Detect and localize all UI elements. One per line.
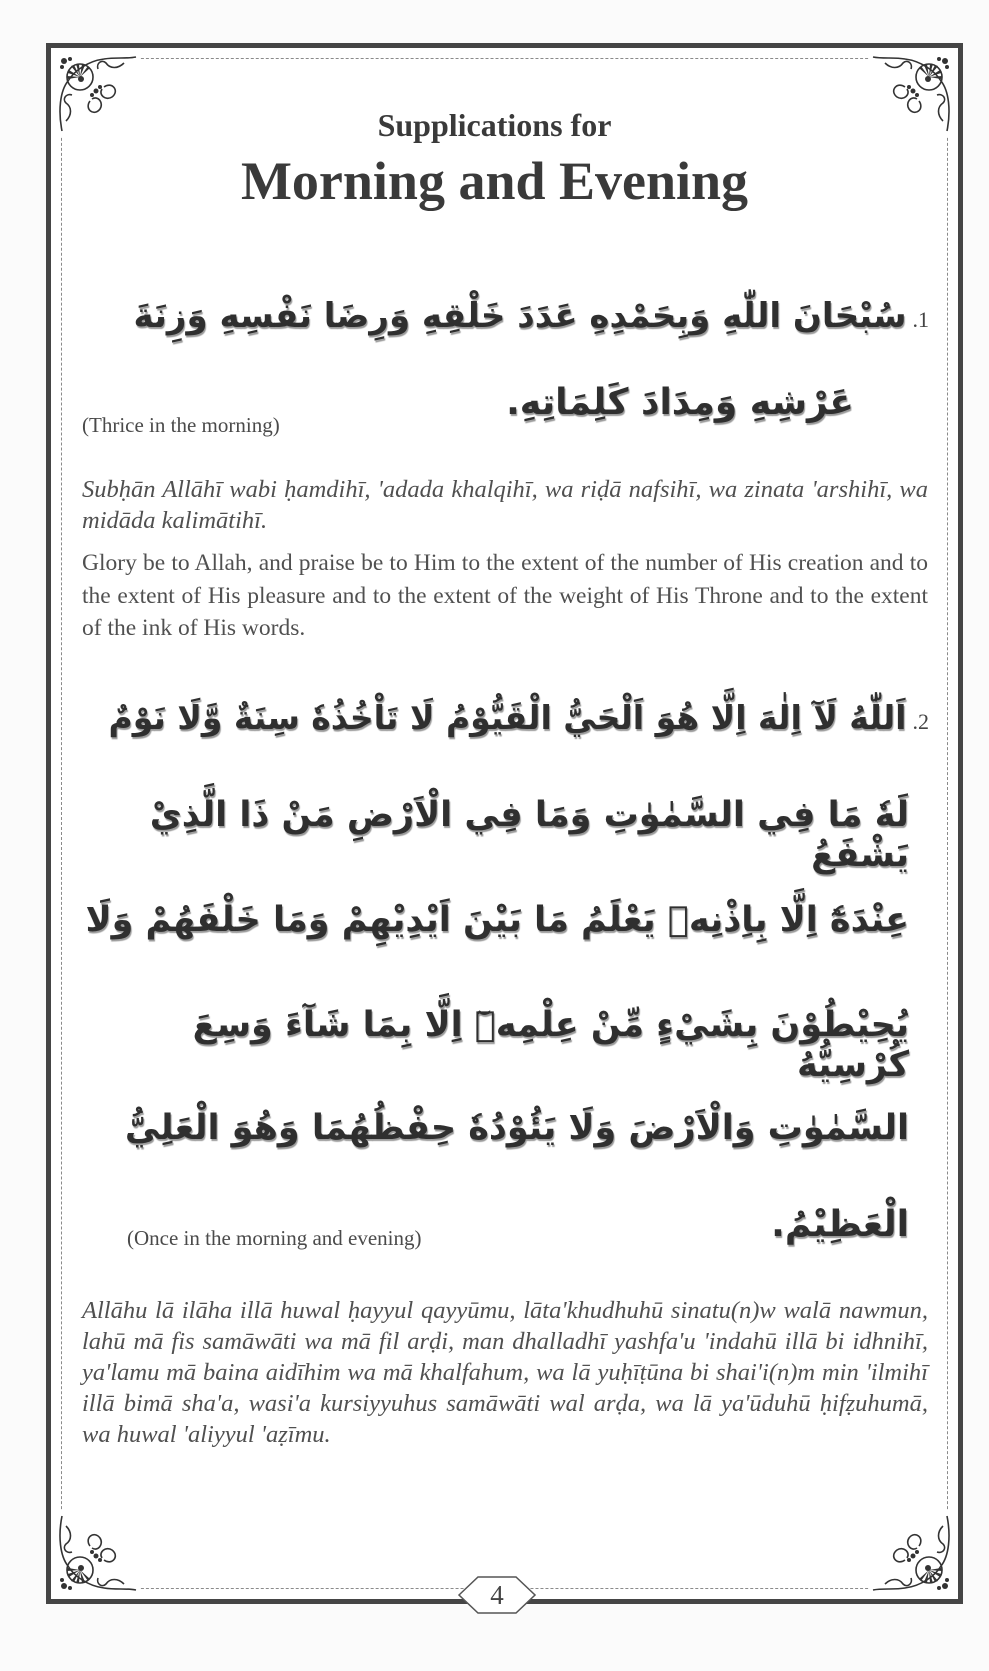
arabic-line: لَهٗ مَا فِي السَّمٰوٰتِ وَمَا فِي الْاَرْضِ مَنْ ذَا الَّذِيْ يَشْفَعُ	[149, 795, 909, 875]
transliteration: Subḥān Allāhī wabi ḥamdihī, 'adada khalqihī, wa riḍā nafsihī, wa zinata 'arshihī, wa midāda kalimātihī.	[82, 476, 928, 534]
corner-ornament-icon	[869, 1510, 955, 1596]
page-number	[458, 1576, 536, 1614]
arabic-line	[69, 698, 929, 737]
arabic-line: عَرْشِهِ وَمِدَادَ كَلِمَاتِهِ.	[506, 382, 854, 423]
arabic-text: اَللّٰهُ لَآ اِلٰهَ اِلَّا هُوَ اَلْحَيُّ الْقَيُّوْمُ لَا تَاْخُذُهٗ سِنَةٌ وَّلَا نَوْمٌ	[108, 698, 907, 737]
arabic-line: عِنْدَهٗٓ اِلَّا بِاِذْنِهٖ يَعْلَمُ مَا بَيْنَ اَيْدِيْهِمْ وَمَا خَلْفَهُمْ وَلَا	[85, 900, 909, 940]
supplication-number: 1.	[912, 307, 929, 332]
page-title: Morning and Evening	[240, 151, 749, 211]
page-subtitle: Supplications for	[377, 107, 612, 143]
arabic-line: الْعَظِيْمُ.	[771, 1204, 909, 1245]
corner-ornament-icon	[54, 1510, 140, 1596]
recitation-instruction: (Once in the morning and evening)	[127, 1226, 422, 1250]
page-number-text: 4	[490, 1580, 504, 1610]
recitation-instruction: (Thrice in the morning)	[82, 413, 280, 437]
arabic-text: سُبْحَانَ اللّٰهِ وَبِحَمْدِهِ عَدَدَ خَلْقِهِ وَرِضَا نَفْسِهِ وَزِنَةَ	[133, 296, 907, 336]
transliteration: Allāhu lā ilāha illā huwal ḥayyul qayyūmu, lāta'khudhuhū sinatu(n)w walā nawmun, lahū mā fis samāwāti wa mā fil arḍi, man dhalladhī yashfa'u 'indahū illā bi idhnihī, ya'lamu mā baina aidīhim wa mā khalfahum, wa lā yuḥīṭūna bi shai'i(n)m min 'ilmihī illā bimā sha'a, wasi'a kursiyyuhus samāwāti wal arḍa, wa lā ya'ūduhū ḥifẓuhumā, wa huwal 'aliyyul 'aẓīmu.	[82, 1297, 928, 1448]
arabic-line: يُحِيْطُوْنَ بِشَيْءٍ مِّنْ عِلْمِهٖٓ اِلَّا بِمَا شَآءَ وَسِعَ كُرْسِيُّهُ	[192, 1005, 909, 1085]
translation: Glory be to Allah, and praise be to Him to the extent of the number of His creation and to the extent of His pleasure and to the extent of the weight of His Throne and to the extent of the ink of His words.	[82, 550, 928, 641]
arabic-line: السَّمٰوٰتِ وَالْاَرْضَ وَلَا يَئُوْدُهٗ حِفْظُهُمَا وَهُوَ الْعَلِيُّ	[124, 1108, 909, 1148]
supplication-number: 2.	[912, 709, 929, 734]
arabic-line	[69, 296, 929, 336]
